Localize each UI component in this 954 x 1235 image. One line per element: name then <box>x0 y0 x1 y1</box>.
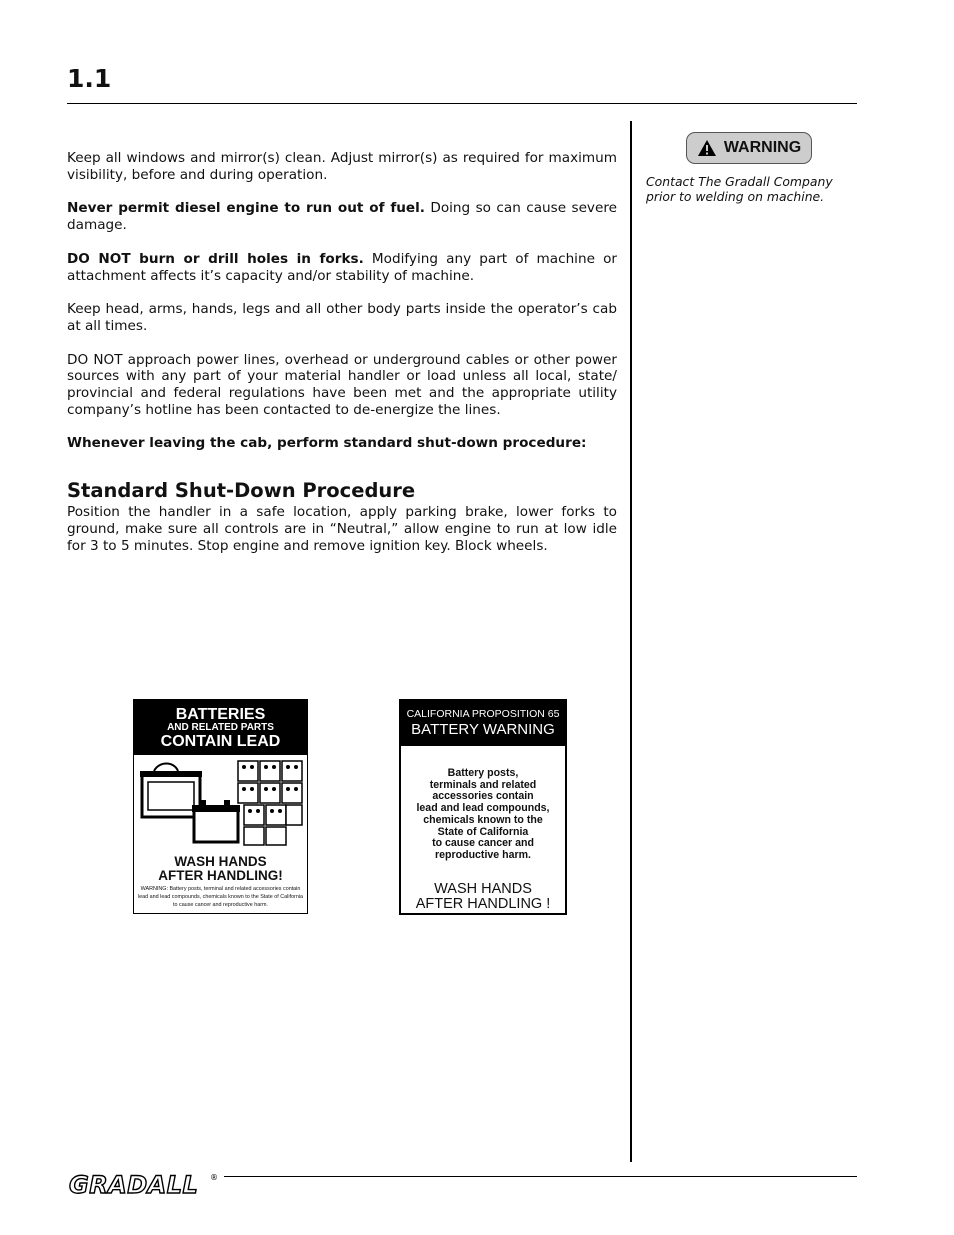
footer-rule <box>224 1176 857 1177</box>
lead-label-wash <box>134 855 307 883</box>
forks-warning-bold: DO NOT burn or drill holes in forks. <box>67 250 364 267</box>
sidebar <box>646 132 858 204</box>
svg-text:®: ® <box>210 1173 218 1182</box>
paragraph-forks <box>67 251 617 284</box>
column-divider <box>630 121 632 1162</box>
warning-triangle-icon <box>697 139 717 157</box>
top-rule <box>67 103 857 104</box>
paragraph-fuel <box>67 200 617 233</box>
prop65-body-line: Battery posts, <box>447 767 519 779</box>
lead-label-header <box>134 700 307 755</box>
gradall-logo <box>67 1170 223 1204</box>
prop65-label-wash <box>401 882 565 912</box>
prop65-body-line: State of California <box>437 825 529 838</box>
prop65-wash-line1: WASH HANDS <box>434 880 532 897</box>
paragraph-leaving-cab: Whenever leaving the cab, perform standard shut-down procedure: <box>67 435 587 452</box>
prop65-body-line: reproductive harm. <box>435 848 531 861</box>
fuel-warning-bold: Never permit diesel engine to run out of fuel. <box>67 200 425 217</box>
gradall-logo-icon <box>67 1170 223 1200</box>
lead-label-line1: BATTERIES <box>175 705 266 723</box>
prop65-label-body <box>401 768 565 862</box>
paragraph-power-lines: DO NOT approach power lines, overhead or underground cables or other power sources with any part of your material handler or load unless all local, state/ provincial and federal regulations have been met and the appropriate utility company’s hotline has been contacted to de-energize the lines. <box>67 351 617 418</box>
prop65-label-line1: CALIFORNIA PROPOSITION 65 <box>406 708 560 720</box>
warning-badge <box>686 132 812 164</box>
lead-label-fine-print: WARNING: Battery posts, terminal and related accessories contain lead and lead compounds, chemicals known to the State of California to cause cancer and reproductive harm. <box>137 886 304 908</box>
section-heading: Standard Shut-Down Procedure <box>67 479 416 503</box>
lead-label-wash-line2: AFTER HANDLING! <box>158 868 283 883</box>
prop65-body-line: lead and lead compounds, <box>416 802 550 815</box>
lead-label-line2: AND RELATED PARTS <box>167 721 274 733</box>
main-column <box>67 150 617 554</box>
paragraph-shutdown: Position the handler in a safe location, apply parking brake, lower forks to ground, make sure all controls are in “Neutral,” allow engine to run at low idle for 3 to 5 minutes. Stop engine and remove ignition key. Block wheels. <box>67 504 617 554</box>
section-number: 1.1 <box>67 64 112 93</box>
warning-label: WARNING <box>723 139 802 156</box>
prop65-body-line: terminals and related <box>429 778 537 791</box>
lead-warning-label <box>133 699 308 914</box>
lead-label-line3: CONTAIN LEAD <box>160 732 281 750</box>
prop65-label-header <box>401 701 565 746</box>
logo-text: GRADALL <box>69 1171 199 1199</box>
paragraph-body-parts: Keep head, arms, hands, legs and all other body parts inside the operator’s cab at all times. <box>67 301 617 334</box>
prop65-body-line: accessories contain <box>432 790 534 803</box>
batteries-illustration-icon <box>134 755 307 855</box>
prop65-body-line: chemicals known to the <box>423 813 543 826</box>
prop65-warning-label <box>399 699 567 915</box>
prop65-body-line: to cause cancer and <box>432 837 534 850</box>
lead-label-wash-line1: WASH HANDS <box>174 854 267 869</box>
paragraph-mirrors: Keep all windows and mirror(s) clean. Adjust mirror(s) as required for maximum visibility, before and during operation. <box>67 150 617 183</box>
welding-note: Contact The Gradall Company prior to welding on machine. <box>646 174 833 204</box>
prop65-label-line2: BATTERY WARNING <box>411 721 555 738</box>
prop65-wash-line2: AFTER HANDLING ! <box>415 895 551 912</box>
fuel-warning-rest: Doing so can cause severe damage. <box>67 200 617 234</box>
forks-warning-rest: Modifying any part of machine or attachment affects it’s capacity and/or stability of machine. <box>67 250 617 284</box>
